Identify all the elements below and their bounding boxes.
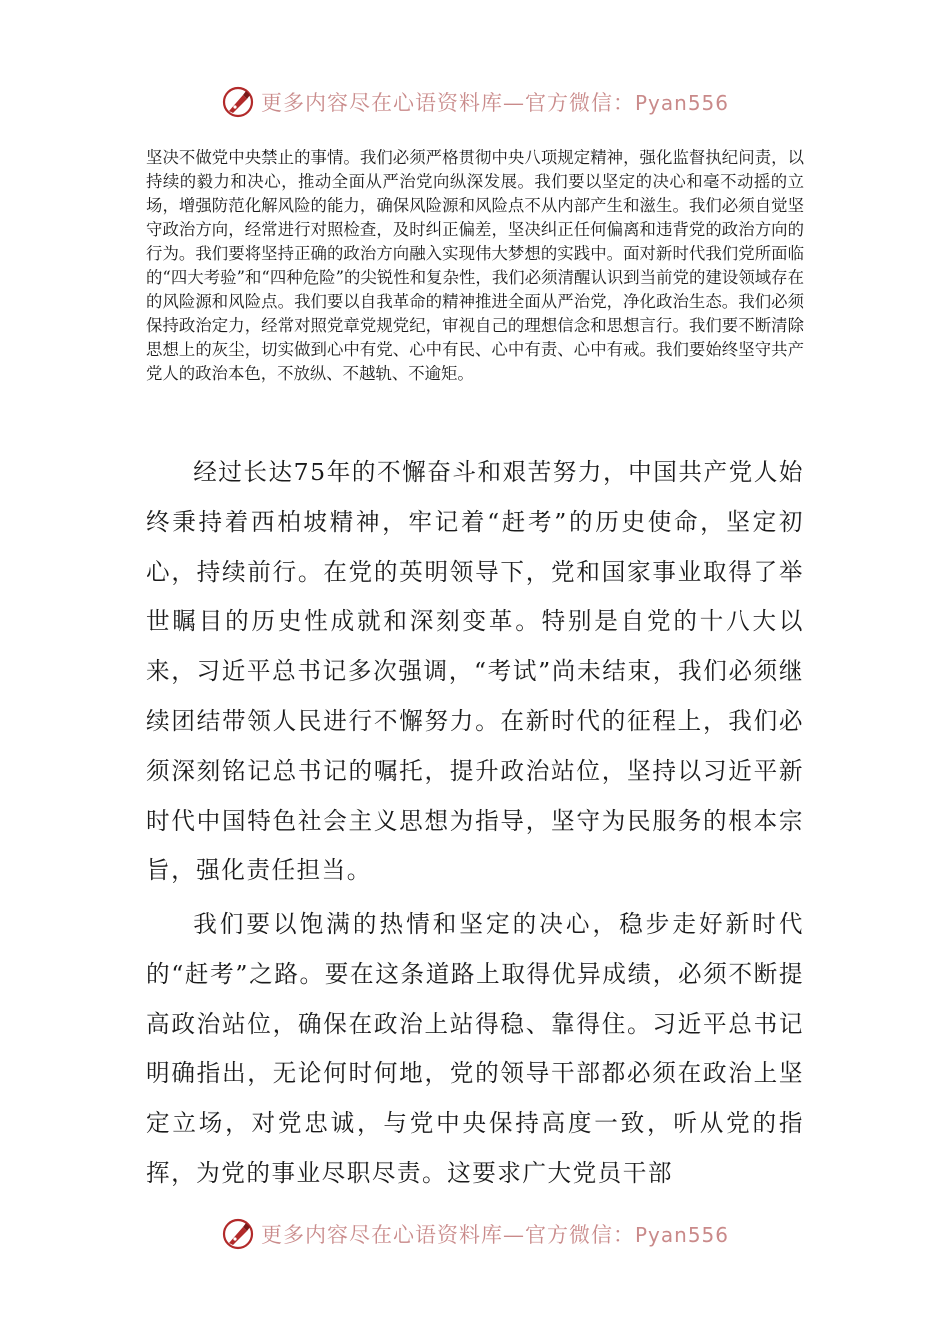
header-banner [0,80,950,124]
footer-banner-official: 官方微信： [524,1223,635,1247]
pen-nib-logo-icon [221,85,255,119]
header-banner-separator: — [502,91,525,115]
footer-banner [0,1212,950,1256]
footer-banner-wechat-id: Pyan556 [634,1223,729,1247]
header-banner-text [261,87,729,117]
intro-paragraph: 坚决不做党中央禁止的事情。我们必须严格贯彻中央八项规定精神，强化监督执纪问责，以持续的毅力和决心，推动全面从严治党向纵深发展。我们要以坚定的决心和毫不动摇的立场，增强防范化解风险的能力，确保风险源和风险点不从内部产生和滋生。我们必须自觉坚守政治方向，经常进行对照检查，及时纠正偏差，坚决纠正任何偏离和违背党的政治方向的行为。我们要将坚持正确的政治方向融入实现伟大梦想的实践中。面对新时代我们党所面临的“四大考验”和“四种危险”的尖锐性和复杂性，我们必须清醒认识到当前党的建设领域存在的风险源和风险点。我们要以自我革命的精神推进全面从严治党，净化政治生态。我们必须保持政治定力，经常对照党章党规党纪，审视自己的理想信念和思想言行。我们要不断清除思想上的灰尘，切实做到心中有党、心中有民、心中有责、心中有戒。我们要始终坚守共产党人的政治本色，不放纵、不越轨、不逾矩。 [146,148,804,383]
header-banner-wechat-id: Pyan556 [634,91,729,115]
body-paragraph-2: 我们要以饱满的热情和坚定的决心，稳步走好新时代的“赶考”之路。要在这条道路上取得优异成绩，必须不断提高政治站位，确保在政治上站得稳、靠得住。习近平总书记明确指出，无论何时何地，党的领导干部都必须在政治上坚定立场，对党忠诚，与党中央保持高度一致，听从党的指挥，为党的事业尽职尽责。这要求广大党员干部 [146,910,804,1187]
footer-banner-inner [221,1217,729,1251]
header-banner-official: 官方微信： [524,91,635,115]
body-paragraph-1: 经过长达75年的不懈奋斗和艰苦努力，中国共产党人始终秉持着西柏坡精神，牢记着“赶考”的历史使命，坚定初心，持续前行。在党的英明领导下，党和国家事业取得了举世瞩目的历史性成就和深刻变革。特别是自党的十八大以来，习近平总书记多次强调，“考试”尚未结束，我们必须继续团结带领人民进行不懈努力。在新时代的征程上，我们必须深刻铭记总书记的嘱托，提升政治站位，坚持以习近平新时代中国特色社会主义思想为指导，坚守为民服务的根本宗旨，强化责任担当。 [146,458,804,885]
footer-banner-separator: — [502,1223,525,1247]
footer-banner-text [261,1219,729,1249]
header-banner-inner [221,85,729,119]
footer-banner-title: 更多内容尽在心语资料库 [260,1223,503,1247]
header-banner-title: 更多内容尽在心语资料库 [260,91,503,115]
pen-nib-logo-icon [221,1217,255,1251]
